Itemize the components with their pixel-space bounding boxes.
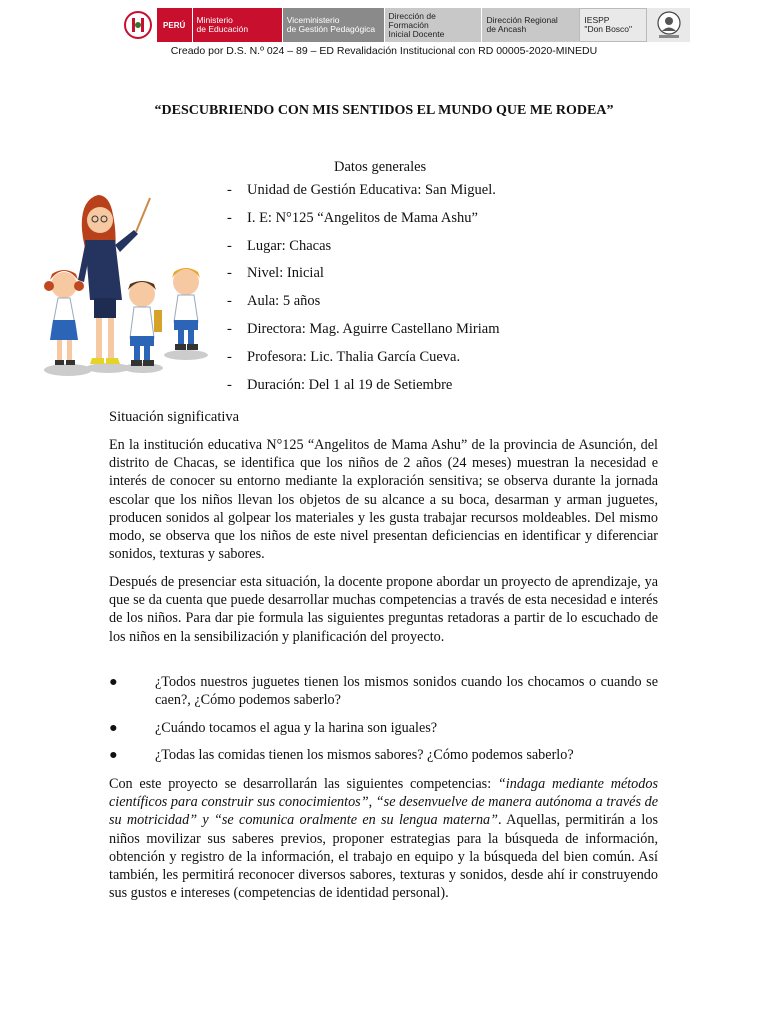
situation-paragraph-1: En la institución educativa N°125 “Angelitos de Mama Ashu” de la provincia de Asunción, del distrito de Chacas, se identifica que los niños de 2 años (24 meses) muestran la necesidad e interés de conocer su entorno mediante la exploración sensitiva; se observa durante la jornada escolar que los niños llevan los objetos de su alcance a su boca, desarman y arman juguetes, producen sonidos al golpear los materiales y les gusta trabajar recursos moldeables. Del mismo modo, se observa que los niños de este nivel presentan deficiencias en identificar y diferenciar sonidos, texturas y sabores. [109,437,658,563]
question-item: ● ¿Todos nuestros juguetes tienen los mismos sonidos cuando los chocamos o cuando se caen?, ¿Cómo podemos saberlo? [109,674,658,709]
situation-paragraph-2: Después de presenciar esta situación, la docente propone abordar un proyecto de aprendizaje, ya que se da cuenta que puede desarrollar muchas competencias a través de esta necesidad e interés de los niños. Para dar pie formula las siguientes preguntas retadoras a partir de lo escuchado de los niños en la sensibilización y planificación del proyecto. [109,574,658,645]
list-item: - I. E: N°125 “Angelitos de Mama Ashu” [227,209,478,226]
creation-decree-line: Creado por D.S. N.º 024 – 89 – ED Revalidación Institucional con RD 00005-2020-MINEDU [170,45,598,57]
list-item: - Duración: Del 1 al 19 de Setiembre [227,376,453,393]
iespp-label: IESPP "Don Bosco" [579,8,647,42]
significant-situation-heading: Situación significativa [109,409,240,425]
list-item: - Aula: 5 años [227,293,321,310]
list-item: - Unidad de Gestión Educativa: San Miguel. [227,182,496,198]
general-data-list [227,182,499,404]
ministry-label: Ministerio de Educación [192,8,282,42]
direction-formation-label: Dirección de Formación Inicial Docente [384,8,482,42]
competencies-paragraph: Con este proyecto se desarrollarán las siguientes competencias: “indaga mediante métodos científicos para construir sus conocimientos”, “se desenvuelve de manera autónoma a través de su motricidad” y “se comunica oralmente en su lengua materna”. Aquellas, permitirán a los niños movilizar sus saberes previos, proponer estrategias para la búsqueda de información, obtención y registro de la información, el trabajo en equipo y la búsqueda del bien común. Así también, les permitirá reconocer diversos sabores, texturas y sonidos, desde ahí ir construyendo sus gustos e intereses (competencias de identidad personal). [109,776,658,902]
teacher-and-children-illustration [38,190,216,380]
national-seal-icon [120,8,157,42]
bullet-icon: ● [109,747,118,763]
question-item: ● ¿Cuándo tocamos el agua y la harina son iguales? [109,720,438,736]
general-data-heading: Datos generales [334,159,427,175]
project-title: “DESCUBRIENDO CON MIS SENTIDOS EL MUNDO QUE ME RODEA” [154,103,614,118]
question-item: ● ¿Todas las comidas tienen los mismos sabores? ¿Cómo podemos saberlo? [109,747,574,763]
peru-label: PERÚ [157,8,192,42]
header-banner [120,8,690,42]
bullet-icon: ● [109,720,118,736]
regional-direction-label: Dirección Regional de Ancash [481,8,579,42]
list-item: - Nivel: Inicial [227,265,324,282]
list-item: - Lugar: Chacas [227,237,332,254]
don-bosco-portrait-icon [647,8,690,42]
list-item: - Directora: Mag. Aguirre Castellano Miriam [227,320,500,337]
bullet-icon: ● [109,674,118,690]
list-item: - Profesora: Lic. Thalia García Cueva. [227,348,461,365]
vice-ministry-label: Viceministerio de Gestión Pedagógica [282,8,384,42]
